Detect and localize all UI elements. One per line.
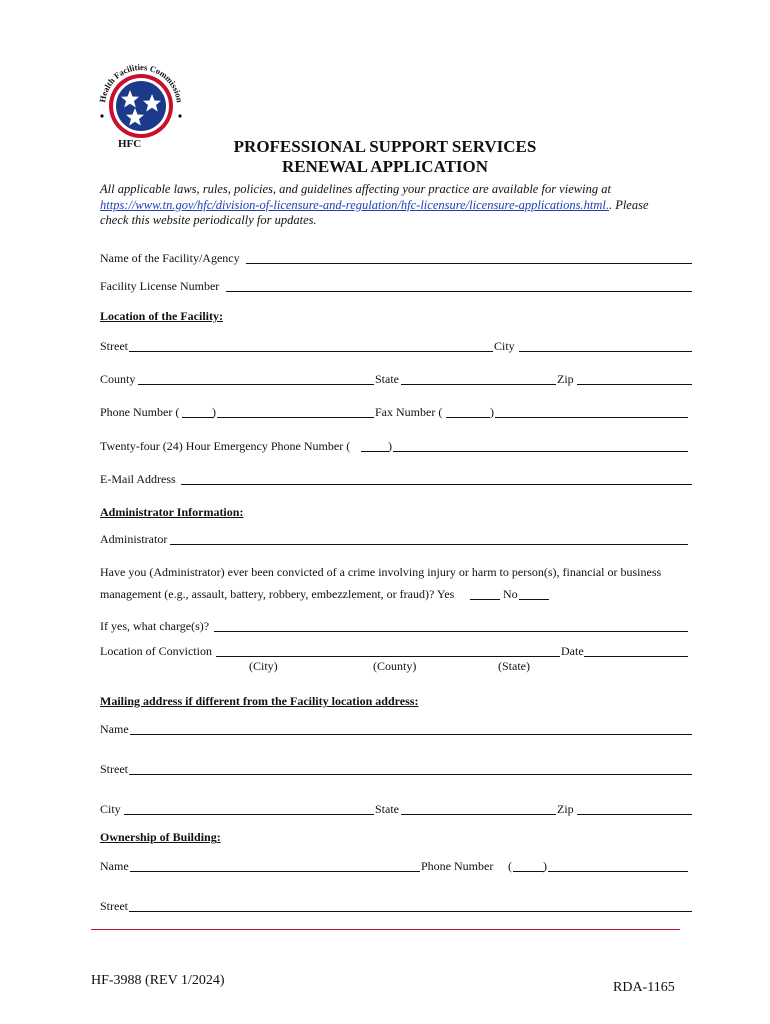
location-county-label: County (100, 372, 136, 386)
ownership-street-label: Street (100, 899, 128, 913)
phone-paren-close: ) (212, 405, 216, 419)
location-phone-area-field[interactable] (182, 417, 214, 418)
conviction-no-field[interactable] (519, 599, 549, 600)
administrator-field[interactable] (170, 544, 688, 545)
location-city-label: City (494, 339, 515, 353)
location-fax-area-field[interactable] (446, 417, 490, 418)
fax-paren-close: ) (490, 405, 494, 419)
mailing-name-field[interactable] (130, 734, 692, 735)
location-phone-label: Phone Number ( (100, 405, 180, 419)
ownership-heading: Ownership of Building: (100, 830, 221, 844)
ownership-street-field[interactable] (129, 911, 692, 912)
svg-text:Health Facilities Commission: Health Facilities Commission (97, 61, 185, 104)
ownership-paren-open: ( (508, 859, 512, 873)
ownership-name-field[interactable] (130, 871, 420, 872)
mailing-street-label: Street (100, 762, 128, 776)
conviction-location-label: Location of Conviction (100, 644, 212, 658)
hfc-abbr: HFC (118, 138, 142, 150)
mailing-city-label: City (100, 802, 121, 816)
conviction-no-label: No (503, 587, 518, 601)
footer-rule (91, 929, 680, 930)
facility-license-field[interactable] (226, 291, 692, 292)
intro-text-after: . Please check this website periodically for updates. (100, 197, 649, 227)
mailing-zip-label: Zip (557, 802, 574, 816)
emergency-phone-field[interactable] (393, 451, 688, 452)
location-state-field[interactable] (401, 384, 556, 385)
intro-text: All applicable laws, rules, policies, and guidelines affecting your practice are available for viewing at (100, 182, 611, 196)
facility-name-label: Name of the Facility/Agency (100, 251, 240, 265)
administrator-label: Administrator (100, 532, 168, 546)
conviction-location-field[interactable] (216, 656, 560, 657)
facility-name-field[interactable] (246, 263, 692, 264)
mailing-zip-field[interactable] (577, 814, 692, 815)
location-heading: Location of the Facility: (100, 309, 223, 323)
ownership-phone-label: Phone Number (421, 859, 494, 873)
sub-county-label: (County) (373, 659, 417, 673)
conviction-date-field[interactable] (584, 656, 688, 657)
emergency-phone-label: Twenty-four (24) Hour Emergency Phone Number ( (100, 439, 351, 453)
ownership-phone-field[interactable] (548, 871, 688, 872)
conviction-yes-field[interactable] (470, 599, 500, 600)
licensure-link[interactable]: https://www.tn.gov/hfc/division-of-licensure-and-regulation/hfc-licensure/licensure-applications.html. (100, 197, 609, 212)
charges-field[interactable] (214, 631, 688, 632)
mailing-street-field[interactable] (129, 774, 692, 775)
location-fax-label: Fax Number ( (375, 405, 443, 419)
rda-number: RDA-1165 (613, 980, 675, 995)
location-zip-field[interactable] (577, 384, 692, 385)
location-fax-field[interactable] (495, 417, 688, 418)
location-street-field[interactable] (129, 351, 493, 352)
form-code: HF-3988 (REV 1/2024) (91, 973, 225, 988)
emergency-paren-close: ) (388, 439, 392, 453)
mailing-state-field[interactable] (401, 814, 556, 815)
ownership-name-label: Name (100, 859, 129, 873)
location-city-field[interactable] (519, 351, 692, 352)
mailing-heading: Mailing address if different from the Facility location address: (100, 694, 419, 708)
facility-license-label: Facility License Number (100, 279, 220, 293)
conviction-question-line2: management (e.g., assault, battery, robbery, embezzlement, or fraud)? Yes (100, 587, 455, 601)
charges-label: If yes, what charge(s)? (100, 619, 210, 633)
sub-state-label: (State) (498, 659, 530, 673)
mailing-name-label: Name (100, 722, 129, 736)
email-field[interactable] (181, 484, 692, 485)
page-title-line2: RENEWAL APPLICATION (281, 157, 489, 176)
administrator-heading: Administrator Information: (100, 505, 244, 519)
sub-city-label: (City) (249, 659, 278, 673)
conviction-question-line1: Have you (Administrator) ever been convicted of a crime involving injury or harm to person(s), financial or business (100, 565, 662, 579)
location-zip-label: Zip (557, 372, 574, 386)
intro-paragraph (100, 182, 680, 229)
location-county-field[interactable] (138, 384, 374, 385)
email-label: E-Mail Address (100, 472, 176, 486)
location-state-label: State (375, 372, 399, 386)
location-street-label: Street (100, 339, 128, 353)
page-title-line1: PROFESSIONAL SUPPORT SERVICES (233, 137, 537, 156)
mailing-city-field[interactable] (124, 814, 374, 815)
location-phone-field[interactable] (217, 417, 374, 418)
conviction-date-label: Date (561, 644, 584, 658)
ownership-paren-close: ) (543, 859, 547, 873)
mailing-state-label: State (375, 802, 399, 816)
emergency-phone-area-field[interactable] (361, 451, 389, 452)
ownership-phone-area-field[interactable] (513, 871, 544, 872)
